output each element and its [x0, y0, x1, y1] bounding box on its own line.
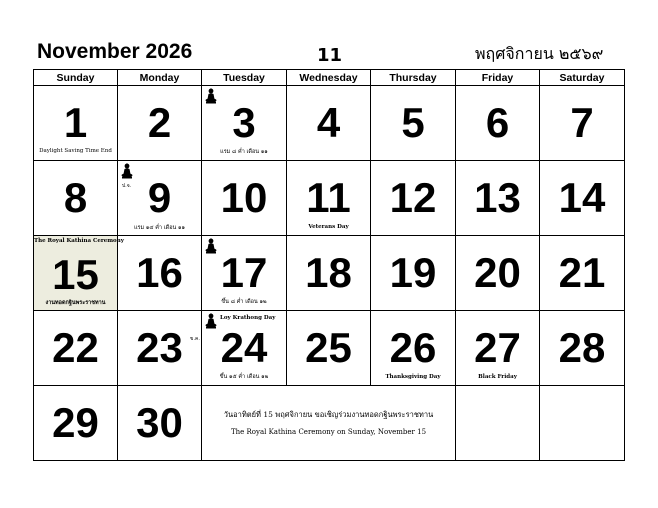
- empty-cell: [540, 386, 625, 461]
- day-number: 13: [474, 174, 521, 221]
- lunar-date: แรม ๑๔ ค่ำ เดือน ๑๑: [133, 225, 186, 231]
- day-cell[interactable]: [456, 311, 540, 386]
- day-number: 18: [305, 249, 352, 296]
- month-number: 11: [317, 45, 343, 66]
- event-note: Veterans Day: [308, 224, 349, 230]
- day-number: 20: [474, 249, 521, 296]
- empty-cell: [456, 386, 540, 461]
- holy-day-tag: ป.จ.: [122, 183, 132, 189]
- day-number: 27: [474, 324, 521, 371]
- day-number: 24: [220, 324, 268, 371]
- holy-day-tag: ข.ค.: [190, 336, 200, 342]
- day-number: 29: [52, 399, 99, 446]
- weekday-header: Thursday: [371, 70, 456, 86]
- footer-note-cell: [202, 386, 456, 461]
- day-cell[interactable]: [34, 386, 118, 461]
- day-cell[interactable]: [371, 161, 456, 236]
- day-cell[interactable]: [371, 236, 456, 311]
- week-row: [34, 86, 625, 161]
- day-cell[interactable]: [287, 236, 371, 311]
- day-number: 8: [63, 174, 88, 221]
- footer-note-english: The Royal Kathina Ceremony on Sunday, November 15: [230, 428, 427, 436]
- week-row: [34, 161, 625, 236]
- day-number: 25: [305, 324, 352, 371]
- day-number: 7: [570, 99, 594, 146]
- weekday-header: Monday: [118, 70, 202, 86]
- event-note: Daylight Saving Time End: [39, 148, 112, 154]
- day-number: 26: [389, 324, 437, 371]
- day-number: 11: [306, 174, 351, 221]
- weekday-header: Tuesday: [202, 70, 287, 86]
- day-number: 28: [558, 324, 606, 371]
- day-cell[interactable]: [34, 161, 118, 236]
- day-number: 12: [389, 174, 437, 221]
- weekday-header: Friday: [456, 70, 540, 86]
- day-cell[interactable]: [287, 86, 371, 161]
- day-cell[interactable]: [34, 311, 118, 386]
- day-cell[interactable]: [202, 86, 287, 161]
- thai-month-year: พฤศจิกายน ๒๕๖๙: [475, 44, 604, 63]
- day-cell[interactable]: [202, 311, 287, 386]
- lunar-date: ขึ้น ๑๕ ค่ำ เดือน ๑๒: [219, 374, 269, 380]
- weekday-header: Sunday: [34, 70, 118, 86]
- month-year-title: November 2026: [37, 40, 193, 63]
- day-number: 4: [316, 99, 341, 146]
- day-cell[interactable]: [540, 311, 625, 386]
- day-cell[interactable]: [540, 236, 625, 311]
- week-row: [34, 311, 625, 386]
- day-cell[interactable]: [287, 311, 371, 386]
- event-note: Thanksgiving Day: [385, 374, 441, 380]
- day-number: 3: [232, 99, 256, 146]
- day-cell[interactable]: [540, 161, 625, 236]
- weekday-header: Wednesday: [287, 70, 371, 86]
- day-cell[interactable]: [287, 161, 371, 236]
- day-number: 10: [220, 174, 268, 221]
- day-cell[interactable]: [118, 86, 202, 161]
- day-number: 21: [558, 249, 606, 296]
- day-cell[interactable]: [202, 236, 287, 311]
- day-cell[interactable]: [118, 311, 202, 386]
- day-cell[interactable]: [371, 311, 456, 386]
- day-number: 14: [558, 174, 606, 221]
- event-note: Loy Krathong Day: [220, 315, 276, 321]
- day-cell[interactable]: [456, 86, 540, 161]
- event-note: Black Friday: [478, 374, 517, 380]
- event-note: The Royal Kathina Ceremony: [34, 238, 124, 244]
- lunar-date: ขึ้น ๘ ค่ำ เดือน ๑๒: [221, 299, 267, 305]
- day-cell[interactable]: [34, 86, 118, 161]
- day-cell[interactable]: [202, 161, 287, 236]
- day-cell[interactable]: [540, 86, 625, 161]
- day-number: 17: [220, 249, 268, 296]
- lunar-date: แรม ๘ ค่ำ เดือน ๑๑: [220, 149, 268, 155]
- day-number: 9: [147, 174, 172, 221]
- day-number: 16: [136, 249, 183, 296]
- day-number: 23: [136, 324, 183, 371]
- day-number: 19: [389, 249, 437, 296]
- week-row: [34, 386, 625, 461]
- day-number: 5: [401, 99, 425, 146]
- day-cell[interactable]: [456, 236, 540, 311]
- week-row: [34, 236, 625, 311]
- day-number: 6: [485, 99, 510, 146]
- day-number: 2: [147, 99, 172, 146]
- day-number: 15: [52, 251, 99, 298]
- footer-note-thai: วันอาทิตย์ที่ 15 พฤศจิกายน ขอเชิญร่วมงานทอดกฐินพระราชทาน: [223, 410, 434, 419]
- day-cell[interactable]: [371, 86, 456, 161]
- weekday-header: Saturday: [540, 70, 625, 86]
- event-note: งานทอดกฐินพระราชทาน: [45, 300, 106, 306]
- weekday-header-row: [34, 70, 625, 86]
- day-cell[interactable]: [118, 236, 202, 311]
- day-number: 22: [52, 324, 99, 371]
- day-number: 1: [63, 99, 88, 146]
- calendar-grid: [33, 69, 625, 461]
- day-number: 30: [136, 399, 183, 446]
- day-cell[interactable]: [118, 161, 202, 236]
- day-cell[interactable]: [456, 161, 540, 236]
- day-cell-highlighted[interactable]: [34, 236, 124, 311]
- day-cell[interactable]: [118, 386, 202, 461]
